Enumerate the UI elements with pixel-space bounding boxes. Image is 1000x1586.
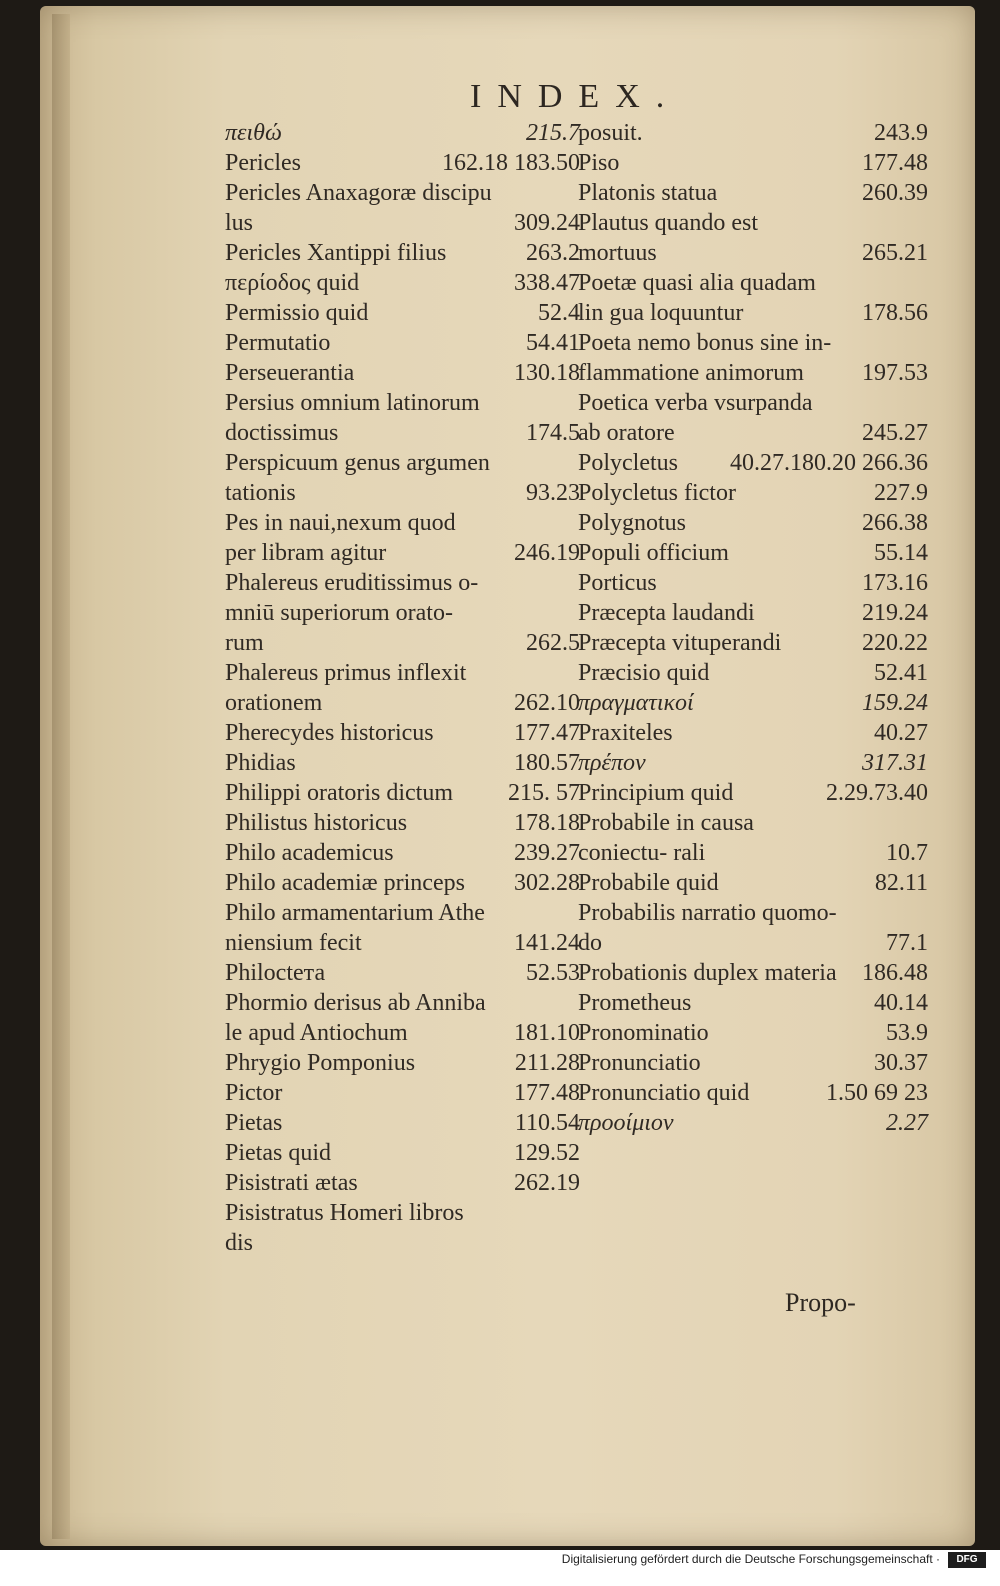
index-page-ref: 246.19 [514,540,580,566]
index-term: Probabilis narratio quomo- do [578,900,837,956]
index-term: Præcepta vituperandi [578,630,782,656]
index-page-ref: 309.24 [514,210,580,236]
index-term: Polycletus fictor [578,480,736,506]
index-page-ref: 162.18 183.50 [442,150,580,176]
index-term: Persius omnium latinorum doctissimus [225,390,480,446]
index-page-ref: 77.1 [886,930,928,956]
index-page-ref: 180.57 [514,750,580,776]
index-entry [578,478,928,508]
index-term: Probabile in causa coniectu- rali [578,810,754,866]
dfg-logo: DFG [948,1552,986,1568]
index-term: Polygnotus [578,510,687,536]
index-term: Præcisio quid [578,660,710,686]
index-term: Phormio derisus ab Anniba le apud Antiochum [225,990,486,1046]
index-page-ref: 211.28 [514,1050,580,1076]
index-page-ref: 173.16 [862,570,928,596]
index-entry [225,988,580,1048]
index-term: Pisistratus Homeri libros dis [225,1200,464,1256]
index-entry [225,298,580,328]
index-entry [225,958,580,988]
index-entry [225,388,580,448]
index-page-ref: 265.21 [862,240,928,266]
index-entry [225,838,580,868]
index-page-ref: 30.37 [874,1050,928,1076]
index-term: Polycletus [578,450,678,476]
index-entry [225,898,580,958]
index-term: Phalereus primus inflexit orationem [225,660,467,716]
index-term: Principium quid [578,780,734,806]
index-page-ref: 10.7 [886,840,928,866]
index-page-ref: 178.56 [862,300,928,326]
index-entry [578,178,928,208]
index-column-left [225,118,580,1258]
index-term: Pericles Anaxagoræ discipu lus [225,180,492,236]
index-page-ref: 40.14 [874,990,928,1016]
index-entry [225,808,580,838]
index-page-ref: 177.47 [514,720,580,746]
index-term: Phalereus eruditissimus o- mniū superiorum orato- rum [225,570,479,656]
index-entry [578,1108,928,1138]
index-term: Pronominatio [578,1020,709,1046]
index-term: Pictor [225,1080,283,1106]
page-header: INDEX. [470,78,681,115]
index-term: Præcepta laudandi [578,600,755,626]
index-entry [578,208,928,268]
index-page-ref: 159.24 [862,690,928,716]
index-page-ref: 130.18 [514,360,580,386]
index-page-ref: 110.54 [514,1110,580,1136]
index-entry [225,178,580,238]
index-entry [225,1168,580,1198]
index-term: Pericles [225,150,301,176]
index-entry [578,268,928,328]
index-entry [225,1108,580,1138]
index-page-ref: 302.28 [514,870,580,896]
index-entry [225,868,580,898]
footer-credit: Digitalisierung gefördert durch die Deutsche Forschungsgemeinschaft · [561,1552,940,1566]
index-page-ref: 263.2 [526,240,580,266]
index-page-ref: 266.38 [862,510,928,536]
index-term: Perspicuum genus argumen tationis [225,450,490,506]
index-page-ref: 219.24 [862,600,928,626]
index-entry [578,1078,928,1108]
index-term: Pronunciatio quid [578,1080,750,1106]
index-term: Prometheus [578,990,692,1016]
index-page-ref: 174.5 [526,420,580,446]
index-term: Philo academiæ princeps [225,870,465,896]
index-page-ref: 317.31 [862,750,928,776]
index-term: πρέπον [578,750,646,776]
index-entry [578,898,928,958]
index-page-ref: 178.18 [514,810,580,836]
index-entry [225,778,580,808]
index-entry [578,1048,928,1078]
index-page-ref: 177.48 [862,150,928,176]
index-page-ref: 215.7 [526,120,580,146]
index-page-ref: 53.9 [886,1020,928,1046]
index-page-ref: 2.29.73.40 [826,780,928,806]
index-term: Philippi oratoris dictum [225,780,453,806]
index-entry [578,718,928,748]
index-entry [578,1018,928,1048]
index-term: Praxiteles [578,720,673,746]
index-page-ref: 245.27 [862,420,928,446]
index-term: Philo academicus [225,840,394,866]
index-term: Platonis statua [578,180,718,206]
index-term: προοίμιον [578,1110,674,1136]
index-entry [578,448,928,478]
index-entry [225,358,580,388]
index-entry [578,778,928,808]
index-term: Populi officium [578,540,729,566]
index-term: Phrygio Pomponius [225,1050,416,1076]
index-term: Probabile quid [578,870,719,896]
index-entry [578,328,928,388]
index-entry [578,688,928,718]
index-entry [225,238,580,268]
index-entry [225,658,580,718]
index-term: Piso [578,150,620,176]
index-page-ref: 262.10 [514,690,580,716]
index-entry [578,568,928,598]
index-entry [225,328,580,358]
index-entry [225,508,580,568]
index-page-ref: 197.53 [862,360,928,386]
index-entry [578,808,928,868]
index-term: Pietas quid [225,1140,331,1166]
index-entry [578,388,928,448]
index-term: Philoctета [225,960,326,986]
index-entry [225,1078,580,1108]
index-entry [578,958,928,988]
index-page-ref: 227.9 [874,480,928,506]
index-page-ref: 215. 57 [508,780,580,806]
index-term: Philo armamentarium Athe niensium fecit [225,900,485,956]
index-term: Pronunciatio [578,1050,701,1076]
index-term: Pisistrati ætas [225,1170,358,1196]
index-term: Probationis duplex materia [578,960,837,986]
index-page-ref: 220.22 [862,630,928,656]
index-entry [578,538,928,568]
index-term: Perseuerantia [225,360,355,386]
index-entry [578,598,928,628]
index-page-ref: 82.11 [874,870,928,896]
index-page-ref: 52.4 [538,300,580,326]
index-page-ref: 52.53 [526,960,580,986]
index-column-right [578,118,928,1138]
index-term: Poeta nemo bonus sine in- flammatione animorum [578,330,832,386]
index-entry [578,628,928,658]
index-entry [225,568,580,658]
index-page-ref: 239.27 [514,840,580,866]
index-entry [225,1198,580,1258]
index-page-ref: 186.48 [862,960,928,986]
index-page-ref: 2.27 [886,1110,928,1136]
index-entry [578,658,928,688]
index-page-ref: 54.41 [526,330,580,356]
index-page-ref: 141.24 [514,930,580,956]
index-entry [578,988,928,1018]
index-term: Philistus historicus [225,810,408,836]
index-page-ref: 129.52 [514,1140,580,1166]
index-page-ref: 177.48 [514,1080,580,1106]
index-term: Pes in naui,nexum quod per libram agitur [225,510,456,566]
index-page-ref: 40.27.180.20 266.36 [730,450,928,476]
index-page-ref: 262.19 [514,1170,580,1196]
index-term: Plautus quando est mortuus [578,210,758,266]
index-page-ref: 181.10 [514,1020,580,1046]
index-page-ref: 93.23 [526,480,580,506]
index-term: Permissio quid [225,300,369,326]
index-page-ref: 262.5 [526,630,580,656]
index-page-ref: 40.27 [874,720,928,746]
index-entry [225,448,580,508]
index-entry [578,508,928,538]
index-term: posuit. [578,120,643,146]
index-entry [225,268,580,298]
index-entry [225,148,580,178]
index-entry [225,748,580,778]
index-term: πειθώ [225,120,282,146]
index-entry [225,718,580,748]
index-entry [578,748,928,778]
index-term: Pietas [225,1110,283,1136]
index-entry [578,868,928,898]
page-gutter [52,14,70,1539]
index-page-ref: 52.41 [874,660,928,686]
index-page-ref: 55.14 [874,540,928,566]
index-entry [225,118,580,148]
index-term: Phidias [225,750,296,776]
index-entry [578,148,928,178]
index-entry [225,1048,580,1078]
catchword: Propo- [785,1288,856,1317]
index-page-ref: 1.50 69 23 [826,1080,928,1106]
index-page-ref: 338.47 [514,270,580,296]
index-term: Pherecydes historicus [225,720,434,746]
index-term: Poetica verba vsurpanda ab oratore [578,390,813,446]
index-term: περίοδος quid [225,270,360,296]
index-page-ref: 260.39 [862,180,928,206]
index-term: Poetæ quasi alia quadam lin gua loquuntur [578,270,816,326]
index-term: πραγματικοί [578,690,694,716]
index-term: Permutatio [225,330,331,356]
index-entry [578,118,928,148]
index-entry [225,1138,580,1168]
index-page-ref: 243.9 [874,120,928,146]
index-term: Porticus [578,570,657,596]
index-term: Pericles Xantippi filius [225,240,447,266]
